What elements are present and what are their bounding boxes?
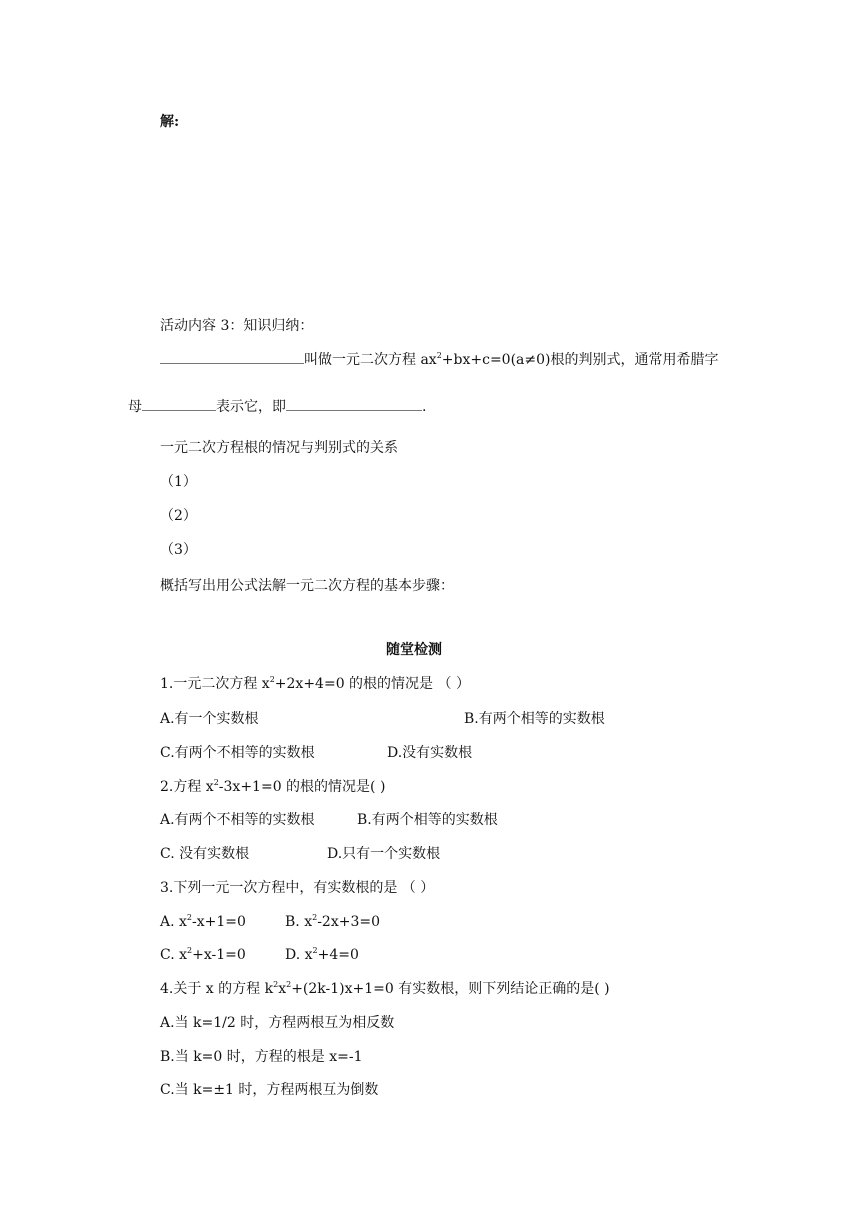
q3-option-a: A. $x^2-x+1=0$ [160, 913, 246, 930]
relation-heading: 一元二次方程根的情况与判别式的关系 [160, 440, 398, 456]
relation-item-2: （2） [160, 508, 197, 524]
relation-item-3: （3） [160, 542, 197, 558]
q4-option-c: C.当 k=±1 时，方程两根互为倒数 [160, 1082, 379, 1098]
answer-blank[interactable] [142, 397, 216, 411]
relation-item-1: （1） [160, 474, 197, 490]
q3-option-b: B. $x^2-2x+3=0$ [285, 913, 380, 930]
q3-option-d: D. $x^2+4=0$ [285, 946, 359, 963]
q4-stem: 4.关于 x 的方程 $k^2x^2+(2k-1)x+1=0$ 有实数根，则下列结论正确的是( ) [160, 980, 610, 997]
q2-option-a: A.有两个不相等的实数根 [160, 812, 315, 828]
solution-label: 解: [160, 114, 180, 130]
answer-blank[interactable] [160, 350, 304, 364]
q1-stem: 1.一元二次方程 $x^2+2x+4=0$ 的根的情况是 （ ） [160, 675, 470, 692]
definition-line-2: 母 表示它，即 . [128, 399, 427, 415]
q2-option-b: B.有两个相等的实数根 [357, 812, 498, 828]
activity-title: 活动内容 3：知识归纳： [160, 318, 314, 334]
q1-option-c: C.有两个不相等的实数根 [160, 745, 315, 761]
q1-option-b: B.有两个相等的实数根 [464, 711, 605, 727]
q1-option-a: A.有一个实数根 [160, 711, 259, 727]
q3-option-c: C. $x^2+x-1=0$ [160, 946, 246, 963]
steps-prompt: 概括写出用公式法解一元二次方程的基本步骤： [160, 578, 454, 594]
q2-option-c: C. 没有实数根 [160, 846, 250, 862]
answer-blank[interactable] [286, 397, 422, 411]
q3-stem: 3.下列一元一次方程中，有实数根的是 （ ） [160, 880, 435, 896]
q2-stem: 2.方程 $x^2-3x+1=0$ 的根的情况是( ) [160, 778, 386, 795]
quiz-title: 随堂检测 [386, 642, 442, 658]
q4-option-a: A.当 k=1/2 时，方程两根互为相反数 [160, 1015, 395, 1031]
q1-option-d: D.没有实数根 [387, 745, 473, 761]
q4-option-b: B.当 k=0 时，方程的根是 x=-1 [160, 1049, 363, 1065]
definition-line-1: 叫做一元二次方程 $ax^2+bx+c=0(a\ne 0)$根的判别式，通常用希腊字 [160, 350, 719, 370]
q2-option-d: D.只有一个实数根 [327, 846, 441, 862]
